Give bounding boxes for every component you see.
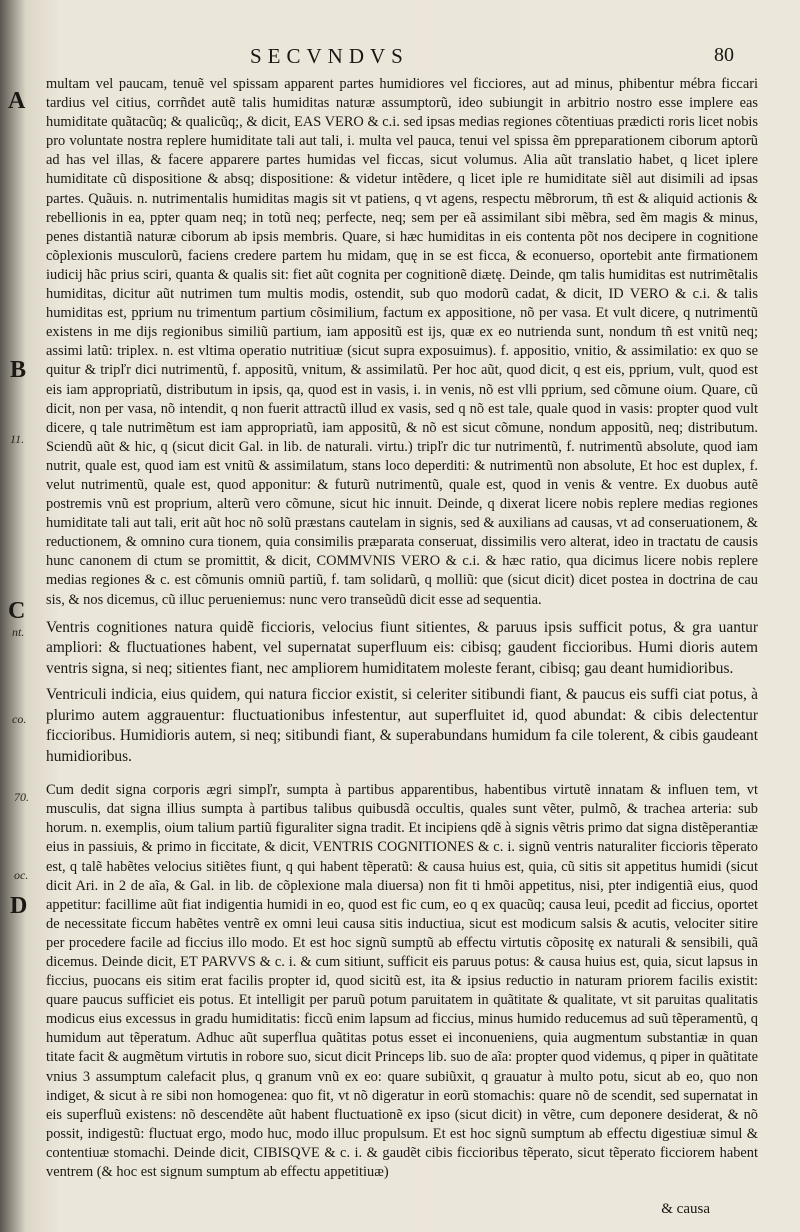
- margin-letter-b: B: [10, 357, 27, 383]
- margin-letter-c: C: [8, 598, 26, 624]
- text-paragraph-1: Ventris cognitiones natura quidẽ ficcioris, velocius fiunt sitientes, & paruus ipsis sufficit potus, & gra uantur ampliori: & fluctuationes habent, vel supernatat superfluum eis: cibisq; gaudent ficcioribus. Humi dioris autem ventris signa, si neq; sitientes fiant, nec ampliorem humiditatem moleste ferant, cibisq; gau deant humidioribus.: [46, 618, 758, 677]
- commentary-paragraph-2: Cum dedit signa corporis ægri simpľr, sumpta à partibus apparentibus, habentibus virtutẽ innatam & influen tem, vt musculis, dat signa illius sumpta à partibus talibus quibusdã occultis, quales sunt vẽter, pulmõ, & trachea arteria: sub horum. n. exemplis, oium talium partiũ figuraliter signa tradit. Et incipiens qdẽ à signis vẽtris primo dat signa distẽperantiæ eius in passiuis, & primo in ficcitate, & dicit, VENTRIS COGNITIONES & c. i. signũ ventris naturaliter ficcioris tẽperato est, q talẽ habẽtes velocius sitiẽtes fiunt, q qui habent tẽperatũ: & causa huius est, quia, cũ sitis sit appetitus humidi (sicut dicit Ari. in 2 de aĩa, & Gal. in lib. de cõplexione mala diuersa) non fit ti hmõi appetitus, nisi, pter indigentiã eius, quod appetitur: facillime aũt fiat indigentia humidi in eo, quod est fic cum, eo q ex quacũq; causa leui, pcedit ad ficcius, oportet de necessitate ficcum habẽtes ventrẽ ex omni leui causa sitis inductiua, sicut est modicum salsis & acutis, velociter sitire per procedere facile ad ficcius illo modo. Et est hoc signũ sumptũ ab effectu virtutis cõpositę ex naturali & sensibili, quã dicemus. Deinde dicit, ET PARVVS & c. i. & cum sitiunt, sufficit eis paruus potus: & causa huius est, quia, sicut lapsus in ficcius, puocans eis sitim erat facilis propter id, quod sicitũ est, ita & ipsius reductio in naturam priorem facilis existit: quare paucus sufficiet eis potus. Et intelligit per paruũ potum paruitatem in quãtitate & qualitate, vt sit paruitas qualitatis modicus eius excessus in gradu humiditatis: ficcũ enim lapsum ad ficcius, minus humido reducemus ad suũ tẽperamentũ, q humidum aut tẽperatum. Adhuc aũt superflua quãtitas potus esset ei inconueniens, quia augmentum substantiæ in quan titate facit & augmẽtum virtutis in robore suo, sicut dicit Princeps lib. suo de aĩa: propter quod videmus, q piper in quãtitate vnius 3 assumptum calefacit plus, q granum vnũ ex eo: quare subiũxit, q grauatur à multo potu, sicut ab eo, quo non indiget, & sicut à re sibi non homogenea: quo fit, vt nõ digeratur in eorũ stomachis: quare nõ de scendit, sed supernatat in eis superfluũ existens: nõ descendẽte aũt habent fluctuationẽ ex ipso (sicut dicit) in vẽtre, cum deponere desiderat, & nõ possit, indigestũ: fluctuat ergo, modo huc, modo illuc propulsum. Et est hoc signũ sumptum ab effectu digestiuæ simul & contentiuæ stomachi. Deinde dicit, CIBISQVE & c. i. & gaudẽt cibis ficcioribus tẽperato, sicut tẽperato ficciorem habent ventrem (& hoc est signum sumptum ab effectu appetitiuæ): [46, 782, 758, 1180]
- catchword: & causa: [661, 1201, 710, 1217]
- page-number: 80: [714, 44, 734, 66]
- margin-note-5: oc.: [14, 868, 29, 882]
- left-margin: [0, 0, 40, 1232]
- body-text: [46, 75, 758, 1182]
- margin-note-4: 70.: [14, 790, 29, 804]
- running-head: [100, 44, 740, 72]
- margin-note-2: nt.: [12, 625, 25, 639]
- commentary-paragraph-1: multam vel paucam, tenuẽ vel spissam apparent partes humidiores vel ficciores, aut ad minus, phibentur mébra ficcari tardius vel citius, corrñdet autẽ talis humiditas naturæ assumptorũ, ideo subiungit in arbitrio nostro esse implere eas humiditate quãtacũq; & qualicũq;, & dicit, EAS VERO & c.i. sed ipsas medias regiones cõtentiuas prædicti roris licet nobis pro voluntate nostra replere humiditate tali aut tali, i. multa vel pauca, tenui vel spissa ẽm ppreparationem ciborum aptorũ ad has vel illas, & facere apparere partes humidas vel ficcas, sicut volumus. Alia aũt translatio habet, q licet iplere humiditate cũ dispositione & absq; dispositione: & videtur intẽdere, q licet iple re humiditate siẽl aut disimili ad ipsas partes. Quãuis. n. nutrimentalis humiditas magis sit vt patiens, q vt agens, respectu mẽbrorum, tñ est & aliquid actionis & rebellionis in ea, ppter quam neq; in totũ neq; perfecte, neq; sem per eã assimilant sibi mẽbra, sed ẽm magis & minus, penes distantiã naturæ ciborum ab ipsis membris. Quare, si hæc humiditas in eis contenta põt nos decipere in cognitione cõplexionis musculorũ, faciens credere partem hu midam, quę in se est ficca, & econuerso, oportebit ante firmationem iudicij hãc prius sciri, quanta & qualis sit: fiet aũt cognita per cognitionẽ diætę. Deinde, qm talis humiditas est nutrimẽtalis humiditas, dicitur aũt nutrimen tum multis modis, ostendit, sub quo modorũ cadat, & dicit, ID VERO & c.i. & talis humiditas est, pprium nu trimentum partium cõsimilium, factum ex appositione, nõ per vasa. Et vult dicere, q nutrimentũ existens in me dijs regionibus similiũ partium, iam appositũ est ijs, quæ ex eo nutrienda sunt, nondum tñ est vnitũ neq; assimi latũ: triplex. n. est vltima operatio nutritiuæ (sicut supra exposuimus). f. appositio, vnitio, & assimilatio: ex quo se quitur & tripľr dici nutrimentũ, f. appositũ, vnitum, & assimilatũ. Per hoc aũt, quod dicit, q est eis, pprium, vult, quod est eis iam appropriatũ, distributum in ipsis, qa, quod est in vasis, i. in venis, nõ est vlli pprium, sed cõmune oium. Quare, cũ dicit, non per vasa, nõ intendit, q non fuerit attractũ illud ex vasis, sed q nõ est tale, quale quod in vasis: propter quod vult dicere, q tale nutrimẽtum est iam appropriatũ, iam appositũ, & nõ est sicut cõmune, nondum appositũ, neq; distributum. Sciendũ aũt & hic, q (sicut dicit Gal. in lib. de naturali. virtu.) tripľr dic tur nutrimentũ, f. nutrimentũ absolute, quod iam nutrit, quale est, quod iam est vnitũ & assimilatum, stans loco deperditi: & nutrimentũ non absolute, Et hoc est duplex, f. velut nutrimentũ, quale est, quod apponitur: & futurũ nutrimentũ, quale est, quod in venis & ventre. Ex duobus autẽ postremis vnũ est proprium, alterũ vero cõmune, sicut hic innuit. Deinde, q dixerat licere nobis replere medias regiones humiditate tali aut tali, erit aũt hoc nõ solũ præstans cautelam in signis, sed & auxilians ad causas, vt ad conseruationem, & reductionem, & omnino cura tionem, quia consimilis præparata conseruat, dissimilis vero alterat, ideo in tractatu de causis hunc canonem di ctum se promittit, & dicit, COMMVNIS VERO & c.i. & hæc ratio, qua dicimus licere nobis replere medias regiones & c. est cõmunis omniũ partiũ, f. tam solidarũ, q molliũ: que (sicut dicit) dicet postea in doctrina de cau sis, & nos dicemus, cũ illuc perueniemus: nunc vero transeũdũ dicit esse ad sequentia.: [46, 76, 758, 608]
- text-paragraph-2: Ventriculi indicia, eius quidem, qui natura ficcior existit, si celeriter sitibundi fiant, & paucus eis suffi ciat potus, à plurimo autem aggrauentur: fluctuationibus infestentur, aut superfluitet id, quod abundat: & cibis delectentur ficcioribus. Humidioris autem, si neq; sitibundi fiant, & superabundans humidum fa cile tolerent, & cibis gaudeant humidioribus.: [46, 686, 758, 765]
- margin-note-1: 11.: [10, 432, 25, 446]
- margin-letter-d: D: [10, 893, 28, 919]
- running-head-title: SECVNDVS: [250, 44, 409, 68]
- margin-letter-a: A: [8, 88, 26, 114]
- margin-note-3: co.: [12, 712, 27, 726]
